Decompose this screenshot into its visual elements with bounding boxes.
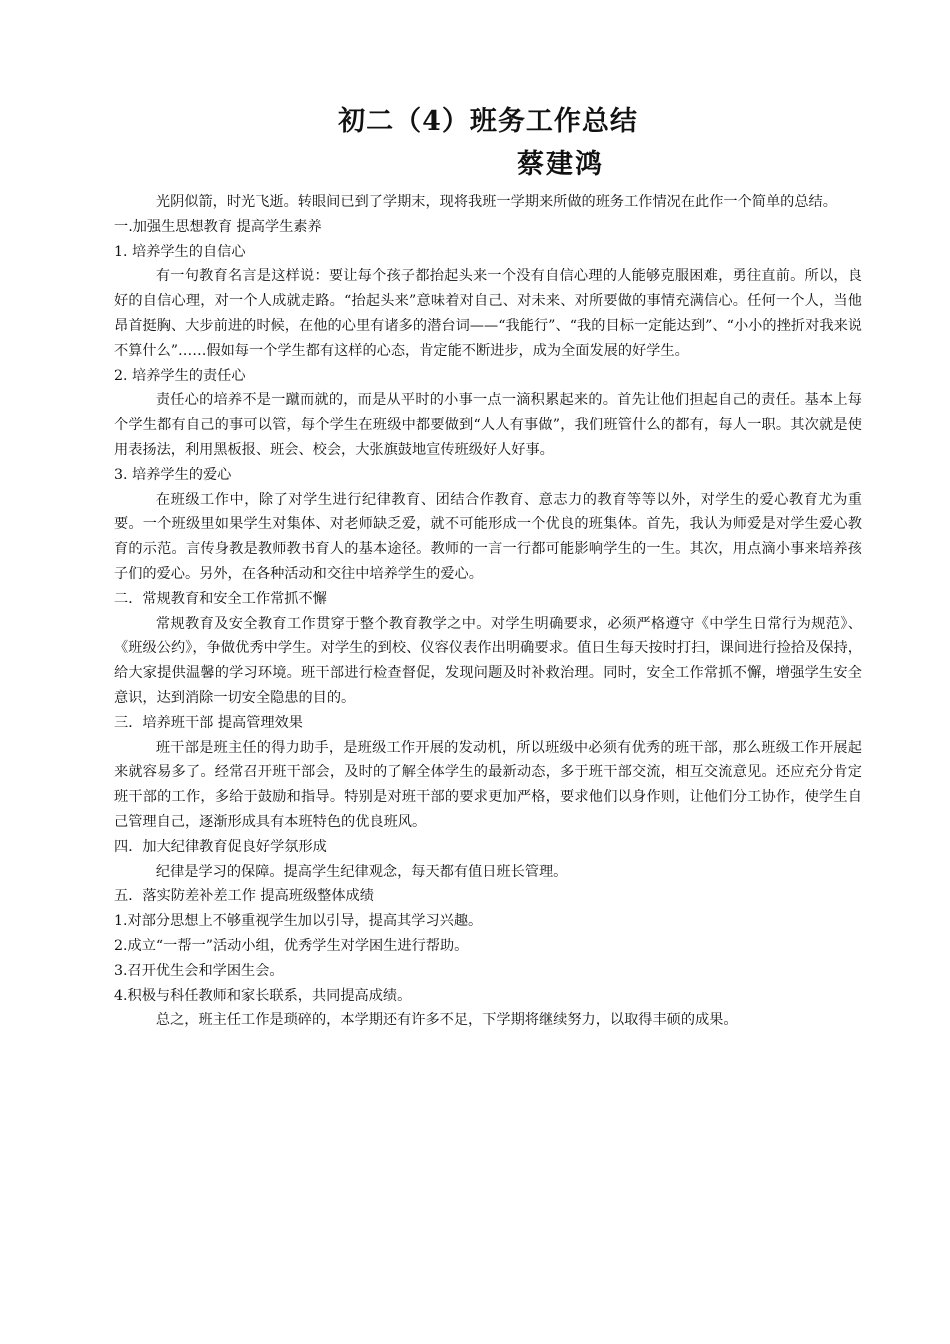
paragraph-responsibility: 责任心的培养不是一蹴而就的，而是从平时的小事一点一滴积累起来的。首先让他们担起自己的责任。基本上每个学生都有自己的事可以管，每个学生在班级中都要做到“人人有事做”，我们班管什么的都有，每人一职。其次就是使用表扬法，利用黑板报、班会、校会，大张旗鼓地宣传班级好人好事。 xyxy=(114,392,862,458)
section-heading-1: 一.加强生思想教育 提高学生素养 xyxy=(114,218,322,235)
paragraph-discipline: 纪律是学习的保障。提高学生纪律观念，每天都有值日班长管理。 xyxy=(155,863,568,880)
paragraph-class-cadres: 班干部是班主任的得力助手，是班级工作开展的发动机，所以班级中必须有优秀的班干部，那么班级工作开展起来就容易多了。经常召开班干部会，及时的了解全体学生的最新动态，多于班干部交流，相互交流意见。还应充分肯定班干部的工作，多给于鼓励和指导。特别是对班干部的要求更加严格，要求他们以身作则，让他们分工协作，使学生自己管理自己，逐渐形成具有本班特色的优良班风。 xyxy=(114,739,862,830)
section-heading-2: 二．常规教育和安全工作常抓不懈 xyxy=(114,590,327,607)
subsection-heading-1-3: 3. 培养学生的爱心 xyxy=(114,466,232,483)
list-item-2: 2.成立“一帮一”活动小组，优秀学生对学困生进行帮助。 xyxy=(114,937,469,954)
list-item-3: 3.召开优生会和学困生会。 xyxy=(114,962,284,979)
list-item-4: 4.积极与科任教师和家长联系，共同提高成绩。 xyxy=(114,987,412,1004)
author-name: 蔡建鸿 xyxy=(517,149,604,180)
list-item-1: 1.对部分思想上不够重视学生加以引导，提高其学习兴趣。 xyxy=(114,913,483,930)
paragraph-love: 在班级工作中，除了对学生进行纪律教育、团结合作教育、意志力的教育等等以外，对学生的爱心教育尤为重要。一个班级里如果学生对集体、对老师缺乏爱，就不可能形成一个优良的班集体。首先，我认为师爱是对学生爱心教育的示范。言传身教是教师教书育人的基本途径。教师的一言一行都可能影响学生的一生。其次，用点滴小事来培养孩子们的爱心。另外，在各种活动和交往中培养学生的爱心。 xyxy=(114,491,862,582)
subsection-heading-1-1: 1. 培养学生的自信心 xyxy=(114,243,246,260)
subsection-heading-1-2: 2. 培养学生的责任心 xyxy=(114,367,246,384)
paragraph-confidence: 有一句教育名言是这样说：要让每个孩子都抬起头来一个没有自信心理的人能够克服困难，勇往直前。所以，良好的自信心理，对一个人成就走路。“抬起头来”意味着对自己、对未来、对所要做的事情充满信心。任何一个人，当他昂首挺胸、大步前进的时候，在他的心里有诸多的潜台词——“我能行”、“我的目标一定能达到”、“小小的挫折对我来说不算什么”……假如每一个学生都有这样的心态，肯定能不断进步，成为全面发展的好学生。 xyxy=(114,268,862,359)
section-heading-3: 三．培养班干部 提高管理效果 xyxy=(114,714,303,731)
section-heading-5: 五．落实防差补差工作 提高班级整体成绩 xyxy=(114,888,374,905)
document-page xyxy=(114,100,862,1033)
intro-paragraph: 光阴似箭，时光飞逝。转眼间已到了学期末，现将我班一学期来所做的班务工作情况在此作一个简单的总结。 xyxy=(155,194,837,210)
conclusion-paragraph: 总之，班主任工作是琐碎的，本学期还有许多不足，下学期将继续努力，以取得丰硕的成果。 xyxy=(155,1012,738,1029)
section-heading-4: 四．加大纪律教育促良好学氛形成 xyxy=(114,838,327,855)
document-body xyxy=(114,190,862,1033)
document-title: 初二（4）班务工作总结 xyxy=(338,106,638,137)
paragraph-routine-safety: 常规教育及安全教育工作贯穿于整个教育教学之中。对学生明确要求，必须严格遵守《中学生日常行为规范》、《班级公约》，争做优秀中学生。对学生的到校、仪容仪表作出明确要求。值日生每天按时打扫，课间进行捡拾及保持，给大家提供温馨的学习环境。班干部进行检查督促，发现问题及时补救治理。同时，安全工作常抓不懈，增强学生安全意识，达到消除一切安全隐患的目的。 xyxy=(114,615,862,706)
